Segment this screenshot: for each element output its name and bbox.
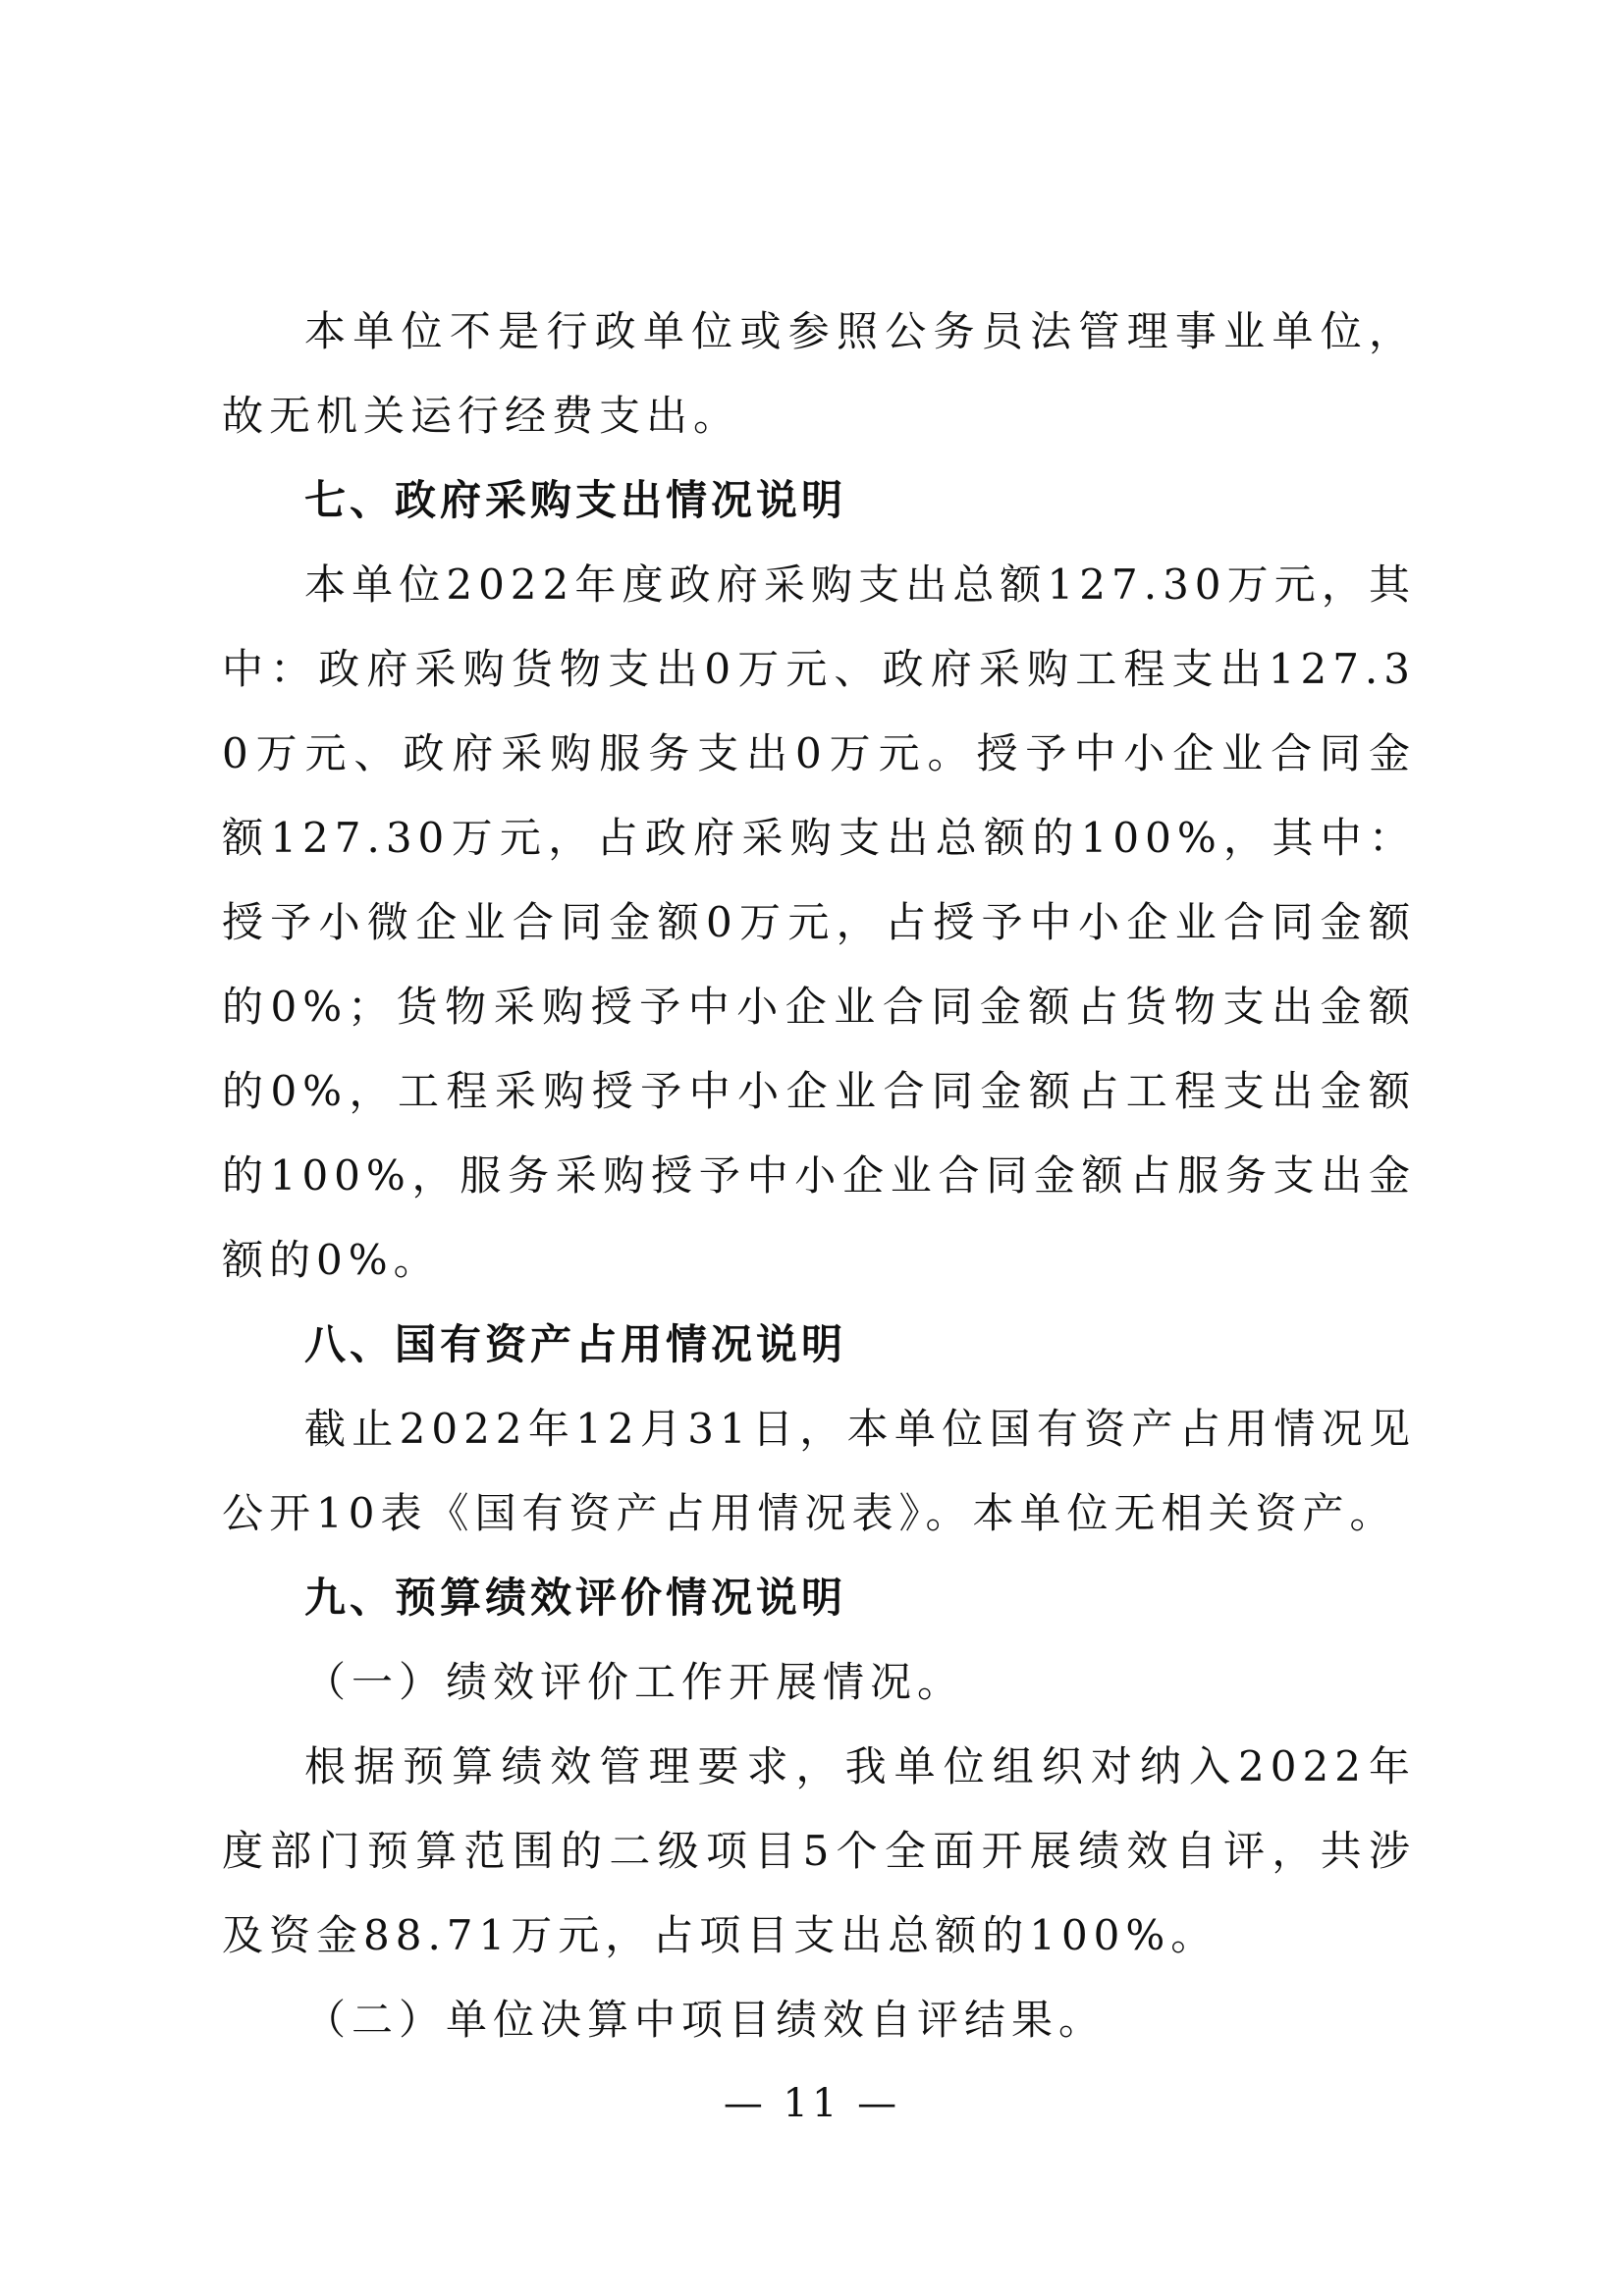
paragraph-state-assets: 截止2022年12月31日，本单位国有资产占用情况见公开10表《国有资产占用情况表》。本单位无相关资产。 xyxy=(222,1405,1416,1537)
heading-performance-evaluation: 九、预算绩效评价情况说明 xyxy=(304,1574,847,1622)
document-body xyxy=(222,290,1416,2062)
subheading-self-evaluation-results: （二）单位决算中项目绩效自评结果。 xyxy=(304,1996,1107,2044)
paragraph-evaluation-work: 根据预算绩效管理要求，我单位组织对纳入2022年度部门预算范围的二级项目5个全面开展绩效自评，共涉及资金88.71万元，占项目支出总额的100%。 xyxy=(222,1742,1416,1959)
subheading-evaluation-work: （一）绩效评价工作开展情况。 xyxy=(304,1658,965,1706)
paragraph-no-operating-expenses: 本单位不是行政单位或参照公务员法管理事业单位，故无机关运行经费支出。 xyxy=(222,307,1416,440)
page-number: — 11 — xyxy=(723,2081,901,2126)
paragraph-procurement-details: 本单位2022年度政府采购支出总额127.30万元，其中：政府采购货物支出0万元、政府采购工程支出127.30万元、政府采购服务支出0万元。授予中小企业合同金额127.30万元，占政府采购支出总额的100%，其中：授予小微企业合同金额0万元，占授予中小企业合同金额的0%；货物采购授予中小企业合同金额占货物支出金额的0%，工程采购授予中小企业合同金额占工程支出金额的100%，服务采购授予中小企业合同金额占服务支出金额的0%。 xyxy=(222,561,1416,1284)
heading-government-procurement: 七、政府采购支出情况说明 xyxy=(304,476,847,524)
heading-state-assets: 八、国有资产占用情况说明 xyxy=(304,1320,847,1368)
